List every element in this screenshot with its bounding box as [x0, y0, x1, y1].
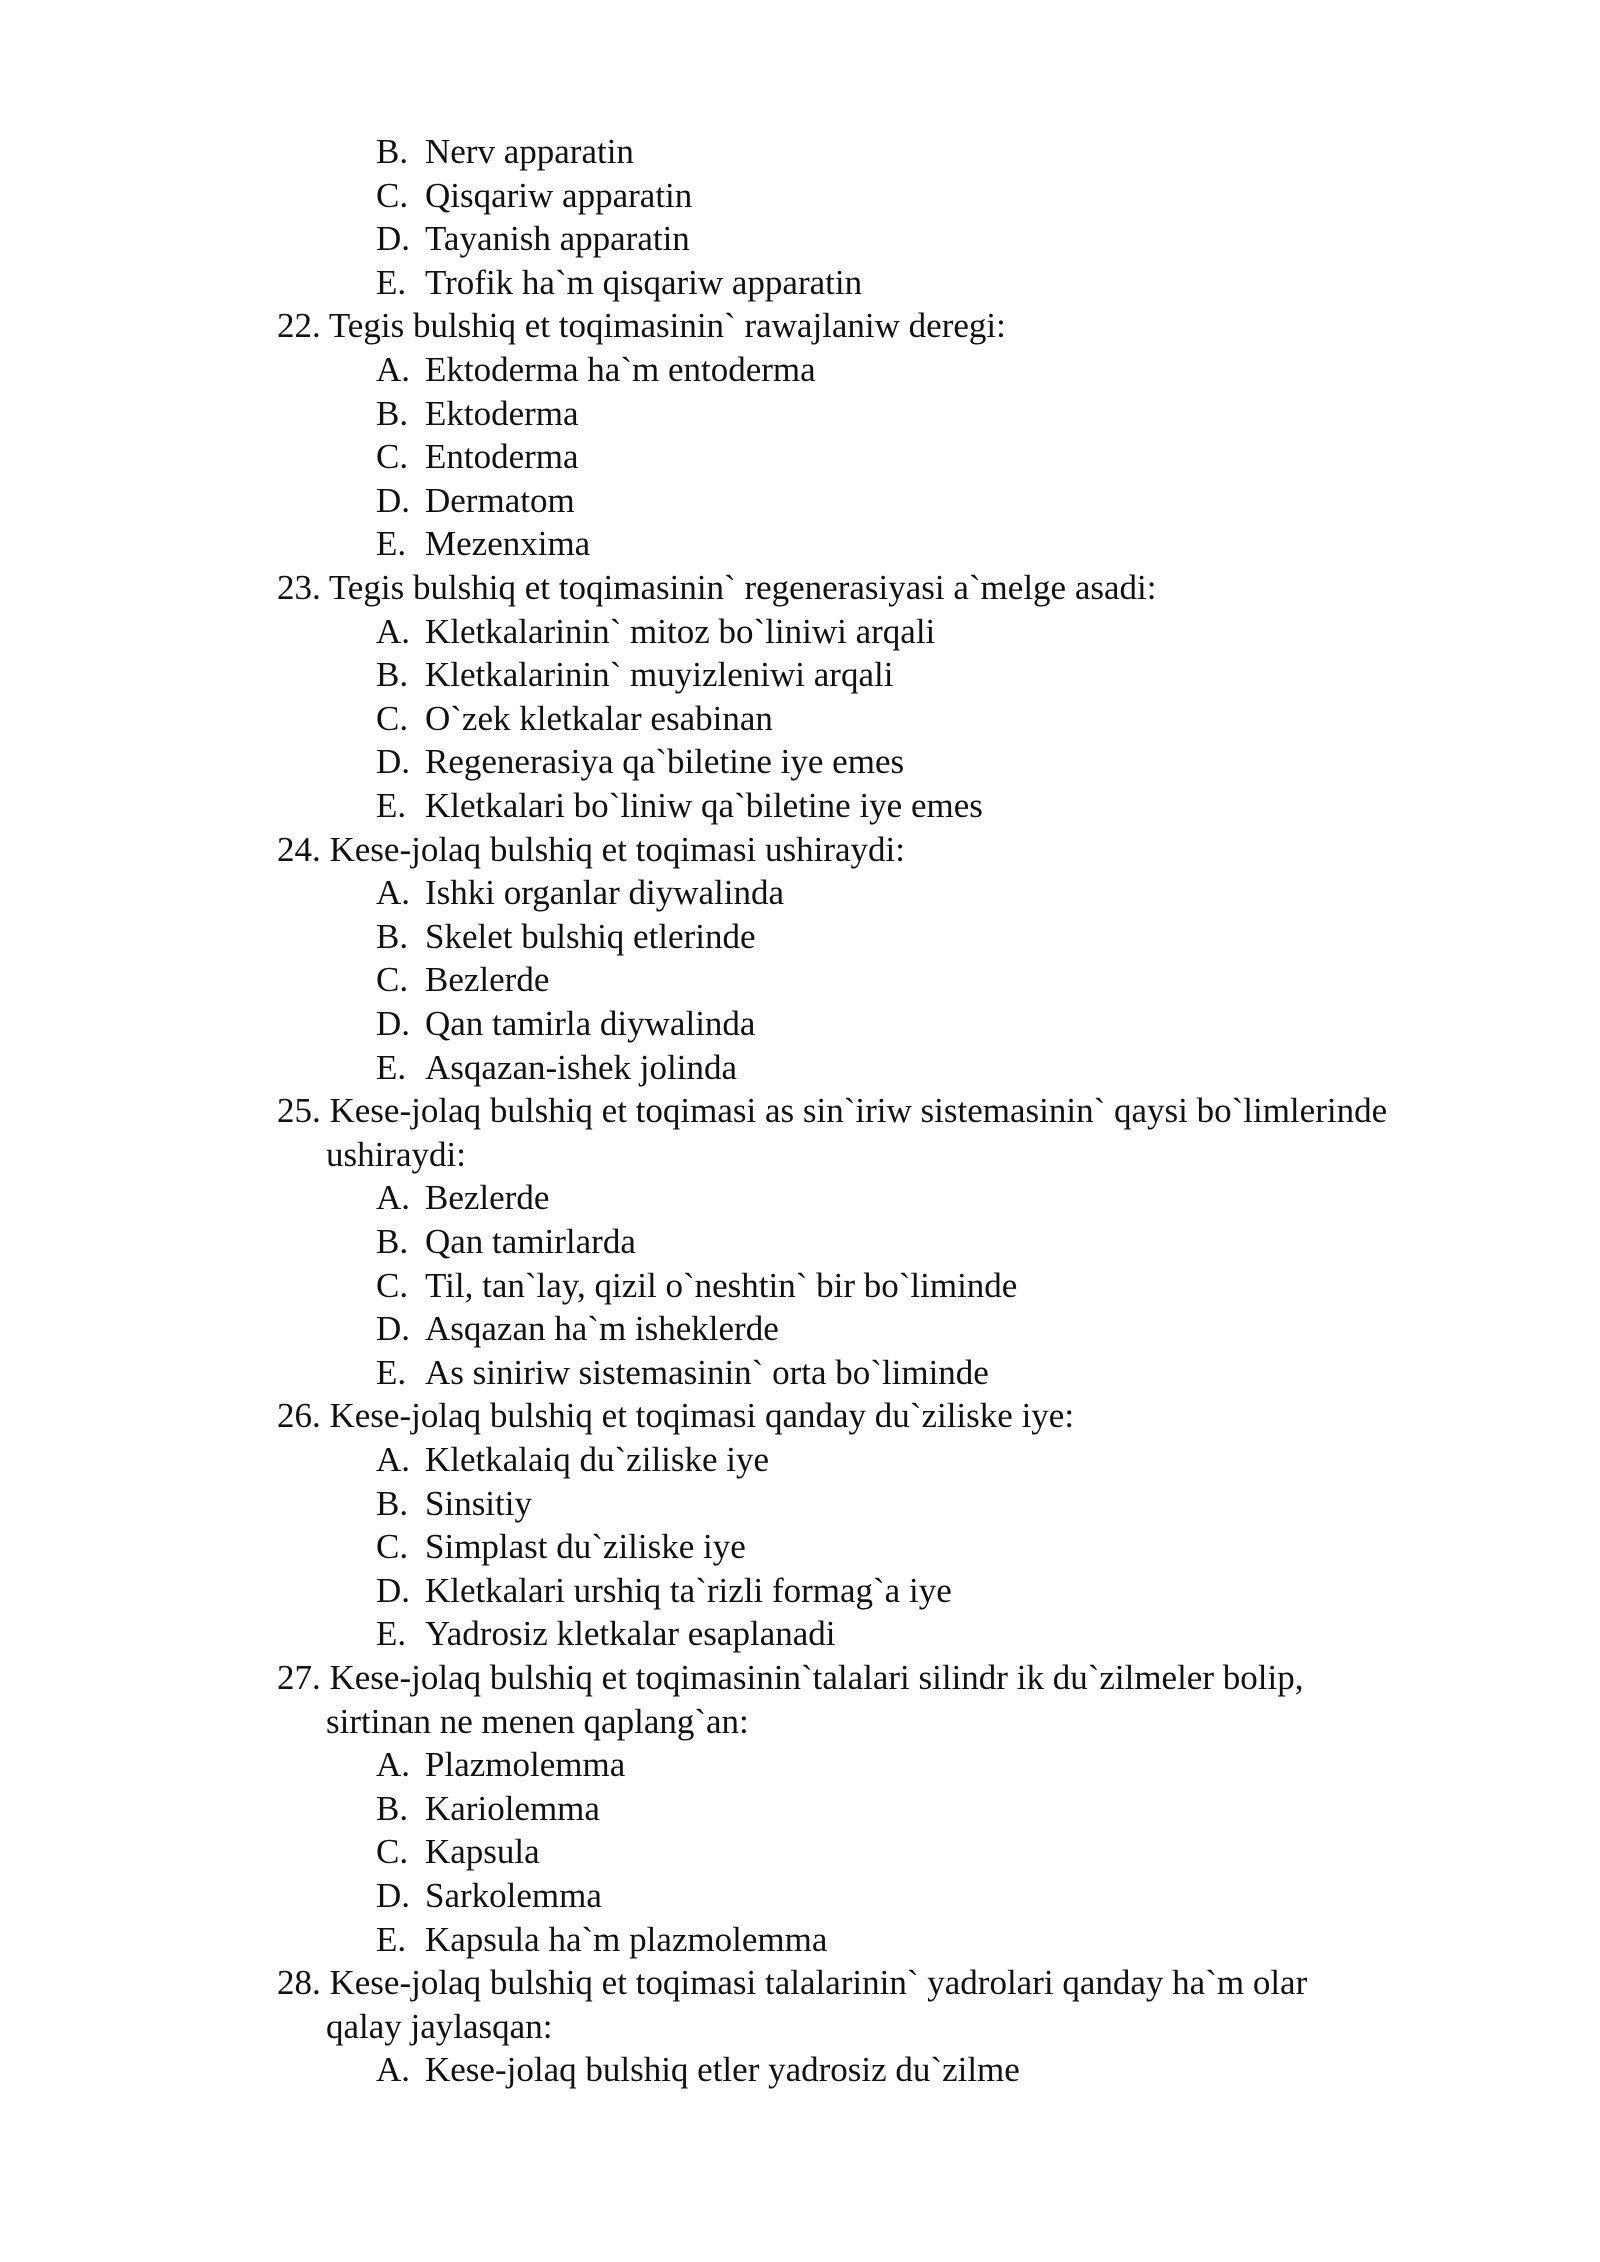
answer-option	[376, 1830, 540, 1874]
option-letter: B.	[376, 393, 409, 433]
option-text: Dermatom	[425, 480, 575, 520]
option-letter: A.	[376, 1440, 411, 1479]
question	[277, 828, 905, 872]
option-text: Ektoderma ha`m entoderma	[425, 350, 816, 389]
option-text: Qisqariw apparatin	[425, 175, 693, 215]
option-letter: E.	[376, 1047, 407, 1087]
question-text: Kese-jolaq bulshiq et toqimasi as sin`iriw sistemasinin` qaysi bo`limlerinde	[329, 1091, 1388, 1131]
answer-option	[376, 784, 983, 828]
option-letter: C.	[376, 1527, 409, 1567]
answer-option	[376, 435, 579, 479]
option-letter: B.	[376, 1222, 409, 1261]
answer-option	[376, 1787, 600, 1831]
answer-option	[376, 392, 579, 436]
option-text: Mezenxima	[425, 524, 591, 564]
option-letter: D.	[376, 480, 411, 520]
option-text: O`zek kletkalar esabinan	[425, 698, 773, 738]
answer-option	[376, 1918, 827, 1962]
option-text: Sarkolemma	[425, 1876, 602, 1915]
answer-option	[376, 1438, 769, 1482]
question-text: Kese-jolaq bulshiq et toqimasi qanday du`ziliske iye:	[329, 1396, 1075, 1436]
answer-option	[376, 958, 549, 1002]
answer-option	[376, 217, 690, 261]
answer-option	[376, 697, 773, 741]
question-text-continuation: ushiraydi:	[326, 1134, 466, 1174]
question-number: 24.	[277, 829, 321, 869]
question-text-continuation: sirtinan ne menen qaplang`an:	[326, 1701, 749, 1741]
option-text: Skelet bulshiq etlerinde	[425, 916, 756, 956]
option-text: Qan tamirlarda	[425, 1222, 636, 1261]
answer-option	[376, 1264, 1017, 1308]
option-text: Kese-jolaq bulshiq etler yadrosiz du`zilme	[425, 2050, 1020, 2090]
question	[277, 1089, 1387, 1133]
option-letter: A.	[376, 611, 411, 651]
answer-option	[376, 1525, 746, 1569]
answer-option	[376, 2048, 1020, 2092]
option-text: Asqazan ha`m isheklerde	[425, 1309, 779, 1349]
option-text: Tayanish apparatin	[425, 219, 690, 259]
question-number: 28.	[277, 1963, 321, 2003]
question-number: 26.	[277, 1396, 321, 1436]
question	[277, 566, 1156, 610]
question	[277, 1656, 1303, 1700]
answer-option	[376, 261, 862, 305]
option-letter: D.	[376, 1004, 411, 1043]
option-letter: D.	[376, 1876, 411, 1915]
option-letter: E.	[376, 1614, 407, 1654]
question-text: Tegis bulshiq et toqimasinin` rawajlaniw deregi:	[328, 306, 1006, 346]
answer-option	[376, 174, 692, 218]
answer-option	[376, 653, 893, 697]
option-text: Yadrosiz kletkalar esaplanadi	[425, 1614, 836, 1654]
option-letter: A.	[376, 2050, 411, 2090]
answer-option	[376, 479, 575, 523]
option-text: Regenerasiya qa`biletine iye emes	[425, 742, 905, 782]
option-text: Kapsula ha`m plazmolemma	[425, 1919, 828, 1959]
option-text: Kletkalari bo`liniw qa`biletine iye emes	[425, 786, 983, 825]
answer-option	[376, 1743, 625, 1787]
option-letter: E.	[376, 524, 407, 564]
option-letter: C.	[376, 1832, 409, 1872]
answer-option	[376, 1002, 755, 1046]
option-letter: C.	[376, 1265, 409, 1305]
option-letter: D.	[376, 219, 411, 259]
option-text: Simplast du`ziliske iye	[425, 1527, 746, 1567]
question	[277, 1961, 1307, 2005]
answer-option	[376, 130, 634, 174]
option-letter: A.	[376, 1178, 411, 1218]
option-letter: A.	[376, 873, 411, 913]
option-letter: C.	[376, 437, 409, 477]
option-text: Kletkalarinin` muyizleniwi arqali	[425, 655, 894, 695]
option-letter: B.	[376, 1483, 409, 1523]
option-text: Bezlerde	[425, 1178, 550, 1218]
option-text: Qan tamirla diywalinda	[425, 1004, 756, 1043]
option-letter: C.	[376, 960, 409, 1000]
option-text: Kletkalarinin` mitoz bo`liniwi arqali	[425, 611, 936, 651]
question-text-continuation: qalay jaylasqan:	[326, 2006, 553, 2046]
option-letter: D.	[376, 742, 411, 782]
option-letter: A.	[376, 350, 411, 389]
answer-option	[376, 1176, 549, 1220]
answer-option	[376, 1046, 737, 1090]
answer-option	[376, 1612, 835, 1656]
option-text: Entoderma	[425, 437, 579, 477]
option-letter: B.	[376, 916, 409, 956]
option-letter: E.	[376, 262, 407, 302]
question-number: 22.	[277, 306, 321, 346]
answer-option	[376, 1351, 989, 1395]
option-text: Kapsula	[425, 1832, 540, 1872]
answer-option	[376, 610, 935, 654]
answer-option	[376, 1307, 779, 1351]
option-text: Sinsitiy	[425, 1483, 532, 1523]
question-text: Tegis bulshiq et toqimasinin` regenerasiyasi a`melge asadi:	[328, 568, 1157, 607]
option-text: Bezlerde	[425, 960, 550, 1000]
answer-option	[376, 871, 784, 915]
option-text: Kariolemma	[425, 1788, 600, 1828]
option-text: As siniriw sistemasinin` orta bo`liminde	[425, 1352, 989, 1392]
option-text: Til, tan`lay, qizil o`neshtin` bir bo`liminde	[425, 1265, 1018, 1305]
option-text: Trofik ha`m qisqariw apparatin	[425, 262, 863, 302]
option-text: Kletkalaiq du`ziliske iye	[425, 1440, 770, 1479]
question-text: Kese-jolaq bulshiq et toqimasi talalarinin` yadrolari qanday ha`m olar	[329, 1963, 1308, 2003]
answer-option	[376, 740, 904, 784]
question-number: 25.	[277, 1091, 321, 1131]
option-text: Nerv apparatin	[425, 132, 634, 171]
option-letter: B.	[376, 1788, 409, 1828]
option-text: Ishki organlar diywalinda	[425, 873, 784, 913]
option-letter: B.	[376, 132, 409, 171]
question-number: 27.	[277, 1658, 321, 1697]
answer-option	[376, 1874, 602, 1918]
option-letter: C.	[376, 175, 409, 215]
question	[277, 1394, 1074, 1438]
answer-option	[376, 522, 590, 566]
option-text: Kletkalari urshiq ta`rizli formag`a iye	[425, 1570, 952, 1610]
answer-option	[376, 1220, 636, 1264]
option-letter: E.	[376, 786, 407, 825]
option-letter: E.	[376, 1919, 407, 1959]
option-letter: E.	[376, 1352, 407, 1392]
option-letter: C.	[376, 698, 409, 738]
answer-option	[376, 348, 816, 392]
option-letter: D.	[376, 1570, 411, 1610]
question-number: 23.	[277, 568, 321, 607]
answer-option	[376, 1569, 952, 1613]
answer-option	[376, 915, 755, 959]
option-text: Ektoderma	[425, 393, 579, 433]
option-text: Asqazan-ishek jolinda	[425, 1047, 737, 1087]
answer-option	[376, 1482, 532, 1526]
option-letter: B.	[376, 655, 409, 695]
option-text: Plazmolemma	[425, 1745, 626, 1785]
option-letter: A.	[376, 1745, 411, 1785]
question-text: Kese-jolaq bulshiq et toqimasinin`talalari silindr ik du`zilmeler bolip,	[329, 1658, 1304, 1697]
option-letter: D.	[376, 1309, 411, 1349]
question-text: Kese-jolaq bulshiq et toqimasi ushiraydi:	[329, 829, 905, 869]
question	[277, 304, 1006, 348]
